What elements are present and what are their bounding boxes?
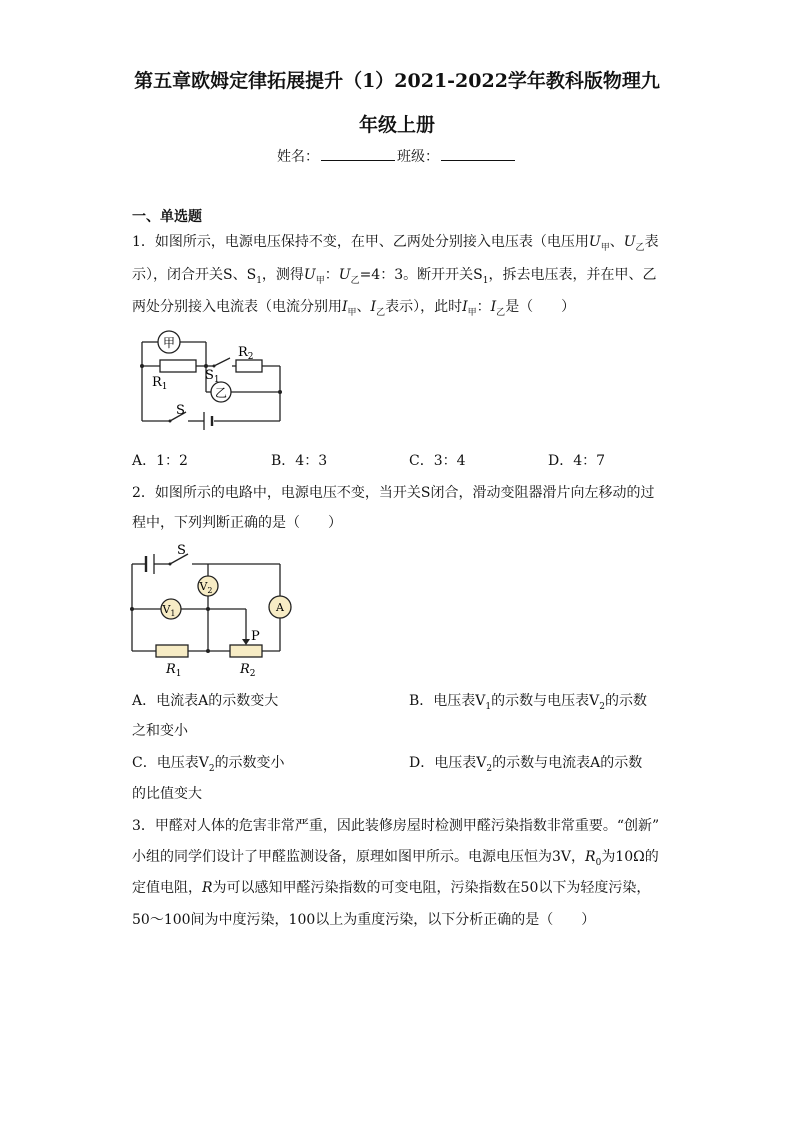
svg-text:V1: $V_1$ <box>162 603 176 618</box>
v2-meter <box>198 576 218 596</box>
v1-meter <box>161 599 181 619</box>
q1-option-b[interactable]: B．4：3 <box>271 453 328 469</box>
svg-text:V2: $V_2$ <box>199 580 213 595</box>
svg-text:A: A <box>276 601 284 614</box>
ammeter <box>269 596 291 618</box>
q3-line4: 50～100间为中度污染，100以上为重度污染，以下分析正确的是（ ） <box>132 912 596 928</box>
q1-line3: 两处分别接入电流表（电流分别用$I_甲$、$I_乙$表示），此时$I_甲$：$I_乙$是（ ） <box>132 299 576 318</box>
document-title-line1: 第五章欧姆定律拓展提升（1）2021-2022学年教科版物理九 <box>134 70 660 92</box>
q2-option-c[interactable]: C．电压表$V_2$的示数变小 <box>132 755 285 774</box>
yi-meter <box>211 382 231 402</box>
q2-option-d-continued: 的比值变大 <box>132 786 202 802</box>
q2-circuit-diagram <box>126 540 298 680</box>
svg-text:甲: 甲 <box>162 336 176 350</box>
q2-line1: 2．如图所示的电路中，电源电压不变，当开关S闭合，滑动变阻器滑片向左移动的过 <box>132 485 655 501</box>
q2-option-b[interactable]: B．电压表$V_1$的示数与电压表$V_2$的示数 <box>409 693 647 712</box>
q2-line2: 程中，下列判断正确的是（ ） <box>132 515 342 531</box>
q1-r2-label: $R_2$ <box>238 345 254 362</box>
document-title-line2: 年级上册 <box>358 114 435 136</box>
q2-r2-label: $R_2$ <box>240 662 256 679</box>
q2-s-label: S <box>177 543 186 558</box>
section-heading: 一、单选题 <box>132 209 202 225</box>
class-label: 班级： <box>397 149 439 165</box>
name-blank[interactable] <box>321 146 395 161</box>
svg-text:乙: 乙 <box>214 386 228 400</box>
q1-option-a[interactable]: A．1：2 <box>132 453 188 469</box>
q2-r1-label: $R_1$ <box>166 662 182 679</box>
q2-option-d[interactable]: D．电压表$V_2$的示数与电流表A的示数 <box>409 755 643 774</box>
q3-line1: 3．甲醛对人体的危害非常严重，因此装修房屋时检测甲醛污染指数非常重要。“创新” <box>132 818 660 834</box>
q1-line2: 示），闭合开关S、$S_1$，测得$U_甲$：$U_乙=4$：3。断开开关$S_1$，拆去电压表，并在甲、乙 <box>132 267 657 286</box>
class-blank[interactable] <box>441 146 515 161</box>
name-class-line <box>0 146 794 167</box>
q3-line2: 小组的同学们设计了甲醛监测设备，原理如图甲所示。电源电压恒为3V，$R_0$为10Ω的 <box>132 849 659 868</box>
q1-option-c[interactable]: C．3：4 <box>409 453 466 469</box>
q1-s1-label: $S_1$ <box>205 368 220 385</box>
q1-s-label: S <box>176 403 185 418</box>
jia-meter <box>158 331 180 353</box>
q1-option-d[interactable]: D．4：7 <box>548 453 606 469</box>
q1-line1: 1．如图所示，电源电压保持不变，在甲、乙两处分别接入电压表（电压用$U_甲$、$U_乙$表 <box>132 234 659 253</box>
q3-line3: 定值电阻，R为可以感知甲醛污染指数的可变电阻，污染指数在50以下为轻度污染， <box>132 880 651 896</box>
q1-circuit-diagram <box>130 326 300 436</box>
q2-p-label: P <box>251 629 260 644</box>
q2-option-a[interactable]: A．电流表A的示数变大 <box>132 693 279 709</box>
q1-r1-label: $R_1$ <box>152 375 168 392</box>
name-label: 姓名： <box>277 149 319 165</box>
q2-option-b-continued: 之和变小 <box>132 723 188 739</box>
